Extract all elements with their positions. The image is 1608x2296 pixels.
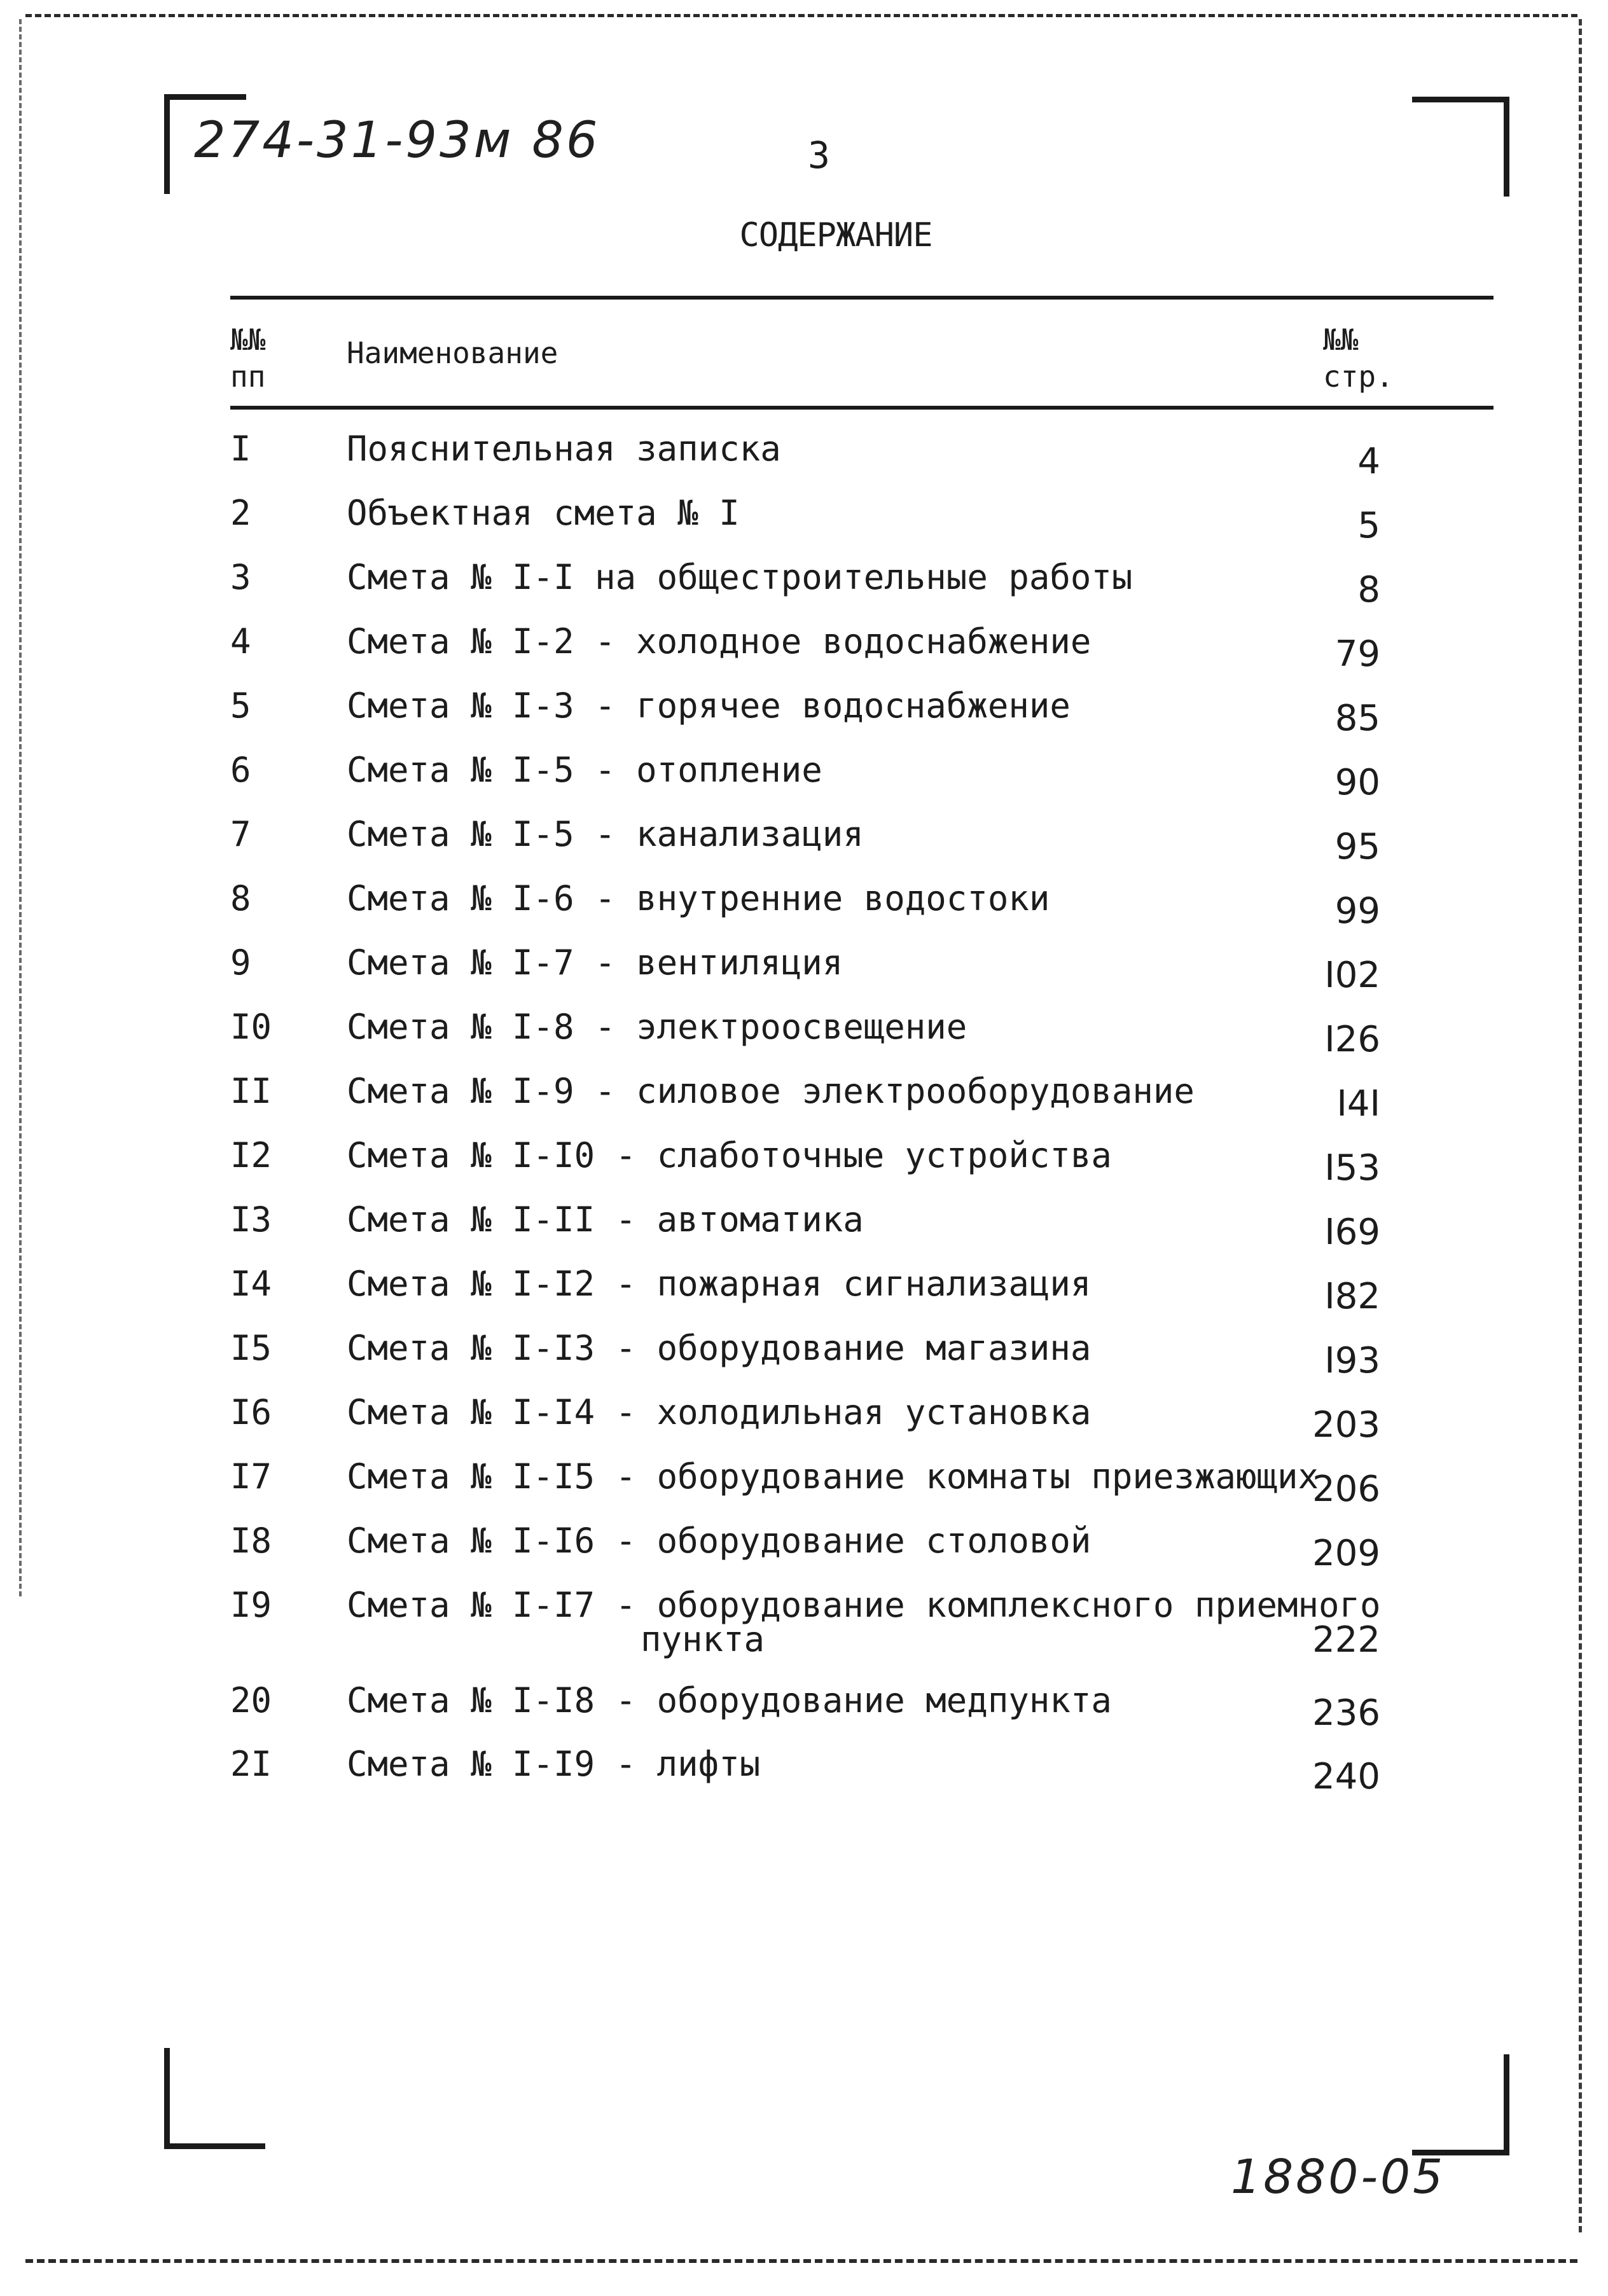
toc-row bbox=[0, 1521, 1608, 1584]
row-title: Смета № I-8 - электроосвещение bbox=[347, 1007, 967, 1047]
row-page-number: I53 bbox=[1324, 1147, 1380, 1189]
row-number: I8 bbox=[230, 1521, 272, 1561]
row-number: II bbox=[230, 1071, 272, 1111]
row-title: Смета № I-I8 - оборудование медпункта bbox=[347, 1680, 1112, 1720]
scan-border-top bbox=[25, 14, 1577, 17]
row-page-number: 85 bbox=[1334, 698, 1380, 739]
row-title: Смета № I-5 - отопление bbox=[347, 750, 822, 790]
row-page-number: 99 bbox=[1334, 890, 1380, 932]
row-page-number: 203 bbox=[1312, 1404, 1380, 1446]
toc-row bbox=[0, 1200, 1608, 1263]
row-number: I0 bbox=[230, 1007, 272, 1047]
row-number: 9 bbox=[230, 943, 251, 983]
row-number: 6 bbox=[230, 750, 251, 790]
toc-row bbox=[0, 686, 1608, 749]
toc-row bbox=[0, 493, 1608, 557]
row-title: Смета № I-II - автоматика bbox=[347, 1200, 864, 1240]
page-title: СОДЕРЖАНИЕ bbox=[739, 216, 932, 254]
corner-mark-bottom-right bbox=[1412, 2054, 1509, 2155]
row-number: I3 bbox=[230, 1200, 272, 1240]
row-page-number: 206 bbox=[1312, 1469, 1380, 1510]
row-number: 8 bbox=[230, 878, 251, 918]
row-number: 3 bbox=[230, 557, 251, 597]
column-header-number-line2: пп bbox=[230, 359, 266, 394]
row-title: Смета № I-I5 - оборудование комнаты приезжающих bbox=[347, 1456, 1319, 1497]
row-page-number: 236 bbox=[1312, 1692, 1380, 1734]
row-page-number: 5 bbox=[1357, 505, 1380, 546]
row-title: Смета № I-7 - вентиляция bbox=[347, 943, 843, 983]
toc-row bbox=[0, 943, 1608, 1006]
column-header-number-line1: №№ bbox=[230, 322, 266, 357]
row-page-number: I4I bbox=[1336, 1083, 1380, 1124]
corner-mark-bottom-left bbox=[164, 2048, 265, 2149]
row-title: Смета № I-6 - внутренние водостоки bbox=[347, 878, 1050, 918]
row-number: 2 bbox=[230, 493, 251, 533]
row-title: Смета № I-I6 - оборудование столовой bbox=[347, 1521, 1092, 1561]
row-number: 20 bbox=[230, 1680, 272, 1720]
toc-row bbox=[0, 878, 1608, 942]
row-number: I9 bbox=[230, 1585, 272, 1625]
corner-mark-top-right bbox=[1412, 97, 1509, 197]
column-header-number bbox=[230, 321, 294, 395]
toc-row bbox=[0, 1744, 1608, 1808]
column-header-name: Наименование bbox=[347, 336, 558, 370]
row-title-line2: пункта bbox=[641, 1619, 765, 1659]
row-title: Смета № I-I0 - слаботочные устройства bbox=[347, 1135, 1112, 1175]
row-page-number: 4 bbox=[1357, 441, 1380, 482]
row-title: Смета № I-5 - канализация bbox=[347, 814, 864, 854]
page-number: 3 bbox=[808, 134, 830, 177]
column-header-page bbox=[1323, 321, 1394, 395]
toc-row bbox=[0, 1456, 1608, 1520]
row-page-number: 8 bbox=[1357, 569, 1380, 611]
toc-row bbox=[0, 621, 1608, 685]
row-title: Объектная смета № I bbox=[347, 493, 740, 533]
toc-row bbox=[0, 814, 1608, 878]
row-number: 4 bbox=[230, 621, 251, 661]
row-title: Смета № I-I2 - пожарная сигнализация bbox=[347, 1264, 1092, 1304]
row-title: Смета № I-9 - силовое электрооборудование bbox=[347, 1071, 1195, 1111]
archive-number: 1880-05 bbox=[1231, 2150, 1446, 2204]
row-page-number: I82 bbox=[1324, 1276, 1380, 1317]
toc-row bbox=[0, 1071, 1608, 1135]
row-number: I6 bbox=[230, 1392, 272, 1432]
row-title: Пояснительная записка bbox=[347, 429, 781, 469]
toc-row bbox=[0, 1392, 1608, 1456]
toc-row bbox=[0, 1585, 1608, 1661]
toc-row bbox=[0, 1328, 1608, 1392]
row-page-number: 240 bbox=[1312, 1756, 1380, 1797]
row-page-number: 95 bbox=[1334, 826, 1380, 868]
row-page-number: I93 bbox=[1324, 1340, 1380, 1381]
row-number: I7 bbox=[230, 1456, 272, 1497]
toc-row bbox=[0, 750, 1608, 813]
row-page-number: 90 bbox=[1334, 762, 1380, 803]
toc-row bbox=[0, 429, 1608, 492]
toc-row bbox=[0, 1680, 1608, 1744]
row-page-number: 79 bbox=[1334, 633, 1380, 675]
row-page-number: I69 bbox=[1324, 1212, 1380, 1253]
row-title: Смета № I-I на общестроительные работы bbox=[347, 557, 1133, 597]
row-title bbox=[347, 1585, 1381, 1659]
row-number: I bbox=[230, 429, 251, 469]
document-code: 274-31-93м 86 bbox=[194, 112, 600, 169]
row-page-number: 209 bbox=[1312, 1533, 1380, 1574]
row-number: 2I bbox=[230, 1744, 272, 1784]
row-title: Смета № I-2 - холодное водоснабжение bbox=[347, 621, 1092, 661]
toc-row bbox=[0, 1135, 1608, 1199]
row-number: I5 bbox=[230, 1328, 272, 1368]
scan-border-bottom bbox=[25, 2259, 1577, 2263]
row-title: Смета № I-I4 - холодильная установка bbox=[347, 1392, 1092, 1432]
toc-row bbox=[0, 1007, 1608, 1070]
row-number: 5 bbox=[230, 686, 251, 726]
row-title: Смета № I-I9 - лифты bbox=[347, 1744, 761, 1784]
row-title: Смета № I-3 - горячее водоснабжение bbox=[347, 686, 1071, 726]
row-number: I4 bbox=[230, 1264, 272, 1304]
header-bottom-rule bbox=[230, 406, 1494, 410]
column-header-page-line1: №№ bbox=[1323, 322, 1359, 357]
row-page-number: 222 bbox=[1312, 1619, 1380, 1661]
row-page-number: I26 bbox=[1324, 1019, 1380, 1060]
row-number: 7 bbox=[230, 814, 251, 854]
row-page-number: I02 bbox=[1324, 955, 1380, 996]
row-title: Смета № I-I3 - оборудование магазина bbox=[347, 1328, 1092, 1368]
toc-row bbox=[0, 557, 1608, 621]
row-title-line1: Смета № I-I7 - оборудование комплексного приемного bbox=[347, 1585, 1381, 1625]
toc-row bbox=[0, 1264, 1608, 1327]
header-top-rule bbox=[230, 296, 1494, 300]
row-number: I2 bbox=[230, 1135, 272, 1175]
column-header-page-line2: стр. bbox=[1323, 359, 1394, 394]
